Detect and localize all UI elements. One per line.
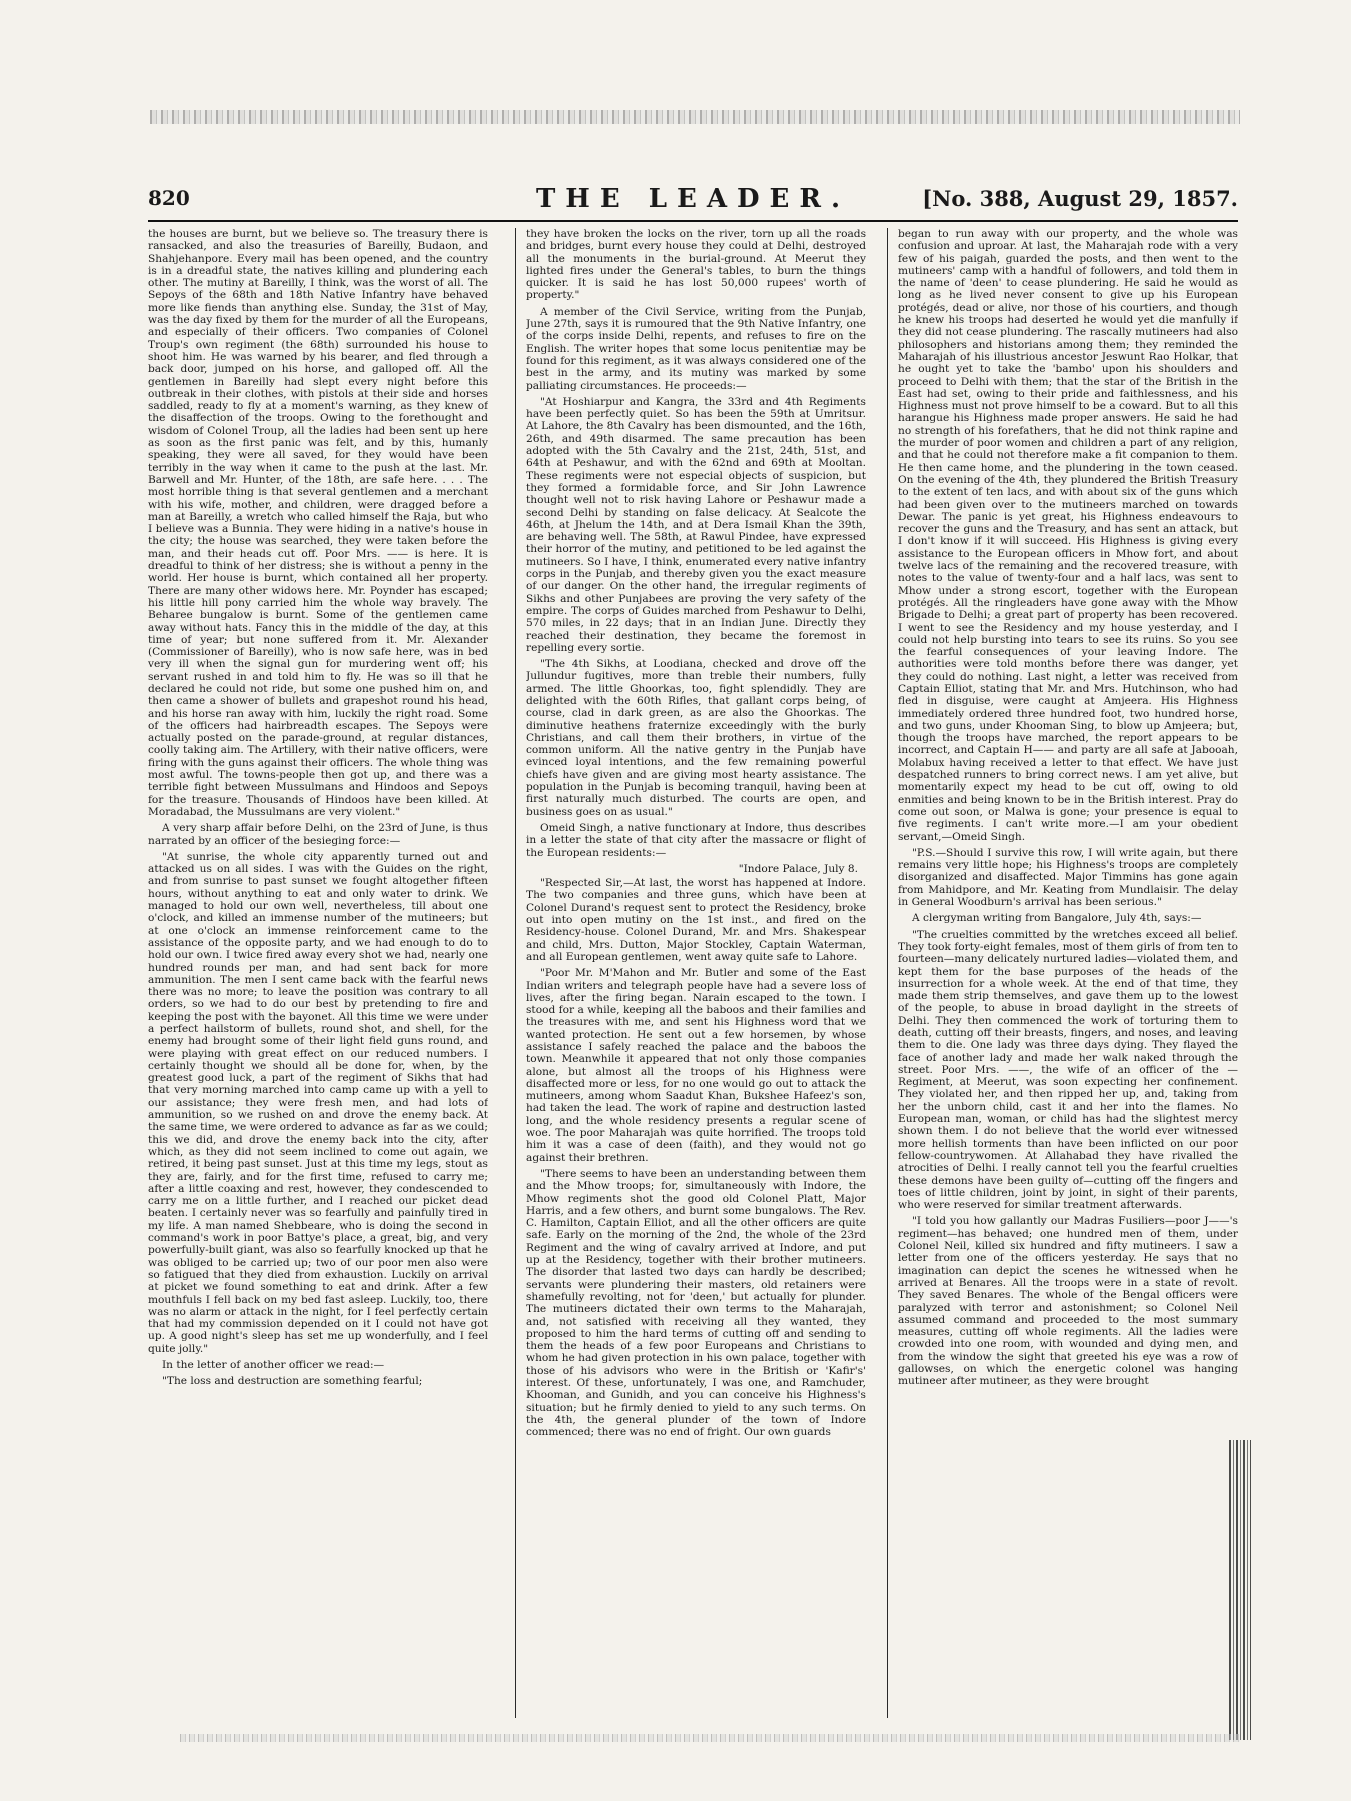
article-paragraph: In the letter of another officer we read:— xyxy=(162,1359,385,1372)
article-paragraph: the houses are burnt, but we believe so. The treasury there is ransacked, and also the treasuries of Bareilly, Budaon, and Shahjehanpore. Every mail has been opened, and the country is in a dreadful state, the natives killing and plundering each other. The mutiny at Bareilly, I think, was the worst of all. The Sepoys of the 68th and 18th Native Infantry have behaved more like fiends than anything else. Sunday, the 31st of May, was the day fixed by them for the murder of all the Europeans, and especially of their officers. Two companies of Colonel Troup's own regiment (the 68th) surrounded his house to shoot him. He was warned by his bearer, and fled through a back door, jumped on his horse, and galloped off. All the gentlemen in Bareilly had slept every night before this outbreak in their clothes, with pistols at their side and horses saddled, ready to fly at a moment's warning, as they knew of the disaffection of the troops. Owing to the forethought and wisdom of Colonel Troup, all the ladies had been sent up here as soon as the first panic was felt, and by this, humanly speaking, they were all saved, for they would have been terribly in the way when it came to the push at the last. Mr. Barwell and Mr. Hunter, of the 18th, are safe here. . . . The most horrible thing is that several gentlemen and a merchant with his wife, mother, and children, were dragged before a man at Bareilly, a wretch who called himself the Raja, but who I believe was a Bunnia. They were hiding in a native's house in the city; the house was searched, they were taken before the man, and their heads cut off. Poor Mrs. —— is here. It is dreadful to think of her distress; she is without a penny in the world. Her house is burnt, which contained all her property. There are many other widows here. Mr. Poynder has escaped; his little hill pony carried him the whole way bravely. The Beharee bungalow is burnt. Some of the gentlemen came away without hats. Fancy this in the middle of the day, at this time of year; but none suffered from it. Mr. Alexander (Commissioner of Bareilly), who is now safe here, was in bed very ill when the signal gun for murdering went off; his servant rushed in and told him to fly. He was so ill that he declared he could not ride, but some one pushed him on, and then came a shower of bullets and grapeshot round his head, and his horse ran away with him, luckily the right road. Some of the officers had hairbreadth escapes. The Sepoys were actually posted on the parade-ground, at regular distances, coolly taking aim. The Artillery, with their native officers, were firing with the guns against their officers. The whole thing was most awful. The towns-people then got up, and there was a terrible fight between Mussulmans and Hindoos and Sepoys for the treasure. Thousands of Hindoos have been killed. At Moradabad, the Mussulmans are very violent." xyxy=(148,228,488,818)
article-paragraph: "P.S.—Should I survive this row, I will write again, but there remains very little hope; his Highness's troops are completely disorganized and disaffected. Major Timmins has gone again from Mahidpore, and Mr. Keating from Mundlaisir. The delay in General Woodburn's arrival has been serious." xyxy=(898,846,1238,909)
article-paragraph: A very sharp affair before Delhi, on the 23rd of June, is thus narrated by an officer of the besieging force:— xyxy=(148,822,488,847)
article-paragraph: Omeid Singh, a native functionary at Indore, thus describes in a letter the state of that city after the massacre or flight of the European residents:— xyxy=(526,821,866,859)
article-paragraph: "Poor Mr. M'Mahon and Mr. Butler and some of the East Indian writers and telegraph people have had a severe loss of lives, after the firing began. Narain escaped to the town. I stood for a while, keeping all the baboos and their families and the treasures with me, and sent his Highness word that we wanted protection. He sent out a few horsemen, by whose assistance I safely reached the palace and the baboos the town. Meanwhile it appeared that not only those companies alone, but almost all the troops of his Highness were disaffected more or less, for no one would go out to attack the mutineers, among whom Saadut Khan, Bukshee Hafeez's son, had taken the lead. The work of rapine and destruction lasted long, and the whole residency presents a regular scene of woe. The poor Maharajah was quite horrified. The troops told him it was a case of deen (faith), and they would not go against their brethren. xyxy=(526,967,866,1164)
scan-artifact-bottom xyxy=(180,1734,1240,1742)
article-paragraph: "There seems to have been an understanding between them and the Mhow troops; for, simultaneously with Indore, the Mhow regiments shot the good old Colonel Platt, Major Harris, and a few others, and burnt some bungalows. The Rev. C. Hamilton, Captain Elliot, and all the other officers are quite safe. Early on the morning of the 2nd, the whole of the 23rd Regiment and the wing of cavalry arrived at Indore, and put up at the Residency, together with their brother mutineers. The disorder that lasted two days can hardly be described; servants were plundering their masters, old retainers were shamefully revolting, not for 'deen,' but actually for plunder. The mutineers dictated their own terms to the Maharajah, and, not satisfied with receiving all they wanted, they proposed to him the hard terms of cutting off and sending to them the heads of a few poor Europeans and Christians to whom he had given protection in his own palace, together with those of his advisors who were in the British or 'Kafir's' interest. Of these, unfortunately, I was one, and Ramchuder, Khooman, and Gunidh, and you can conceive his Highness's situation; but he firmly denied to yield to any such terms. On the 4th, the general plunder of the town of Indore commenced; there was no end of fright. Our own guards xyxy=(526,1167,866,1439)
scan-artifact-top xyxy=(150,110,1240,124)
issue-number-date: [No. 388, August 29, 1857. xyxy=(922,186,1238,211)
article-column-3 xyxy=(898,228,1238,1728)
article-paragraph: "The cruelties committed by the wretches exceed all belief. They took forty-eight females, most of them girls of from ten to fourteen—many delicately nurtured ladies—violated them, and kept them for the base purposes of the heads of the insurrection for a whole week. At the end of that time, they made them strip themselves, and gave them up to the lowest of the people, to abuse in broad daylight in the streets of Delhi. They then commenced the work of torturing them to death, cutting off their breasts, fingers, and noses, and leaving them to die. One lady was three days dying. They flayed the face of another lady and made her walk naked through the street. Poor Mrs. ——, the wife of an officer of the — Regiment, at Meerut, was soon expecting her confinement. They violated her, and then ripped her up, and, taking from her the unborn child, cast it and her into the flames. No European man, woman, or child has had the slightest mercy shown them. I do not believe that the world ever witnessed more hellish torments than have been inflicted on our poor fellow-countrywomen. At Allahabad they have rivalled the atrocities of Delhi. I really cannot tell you the fearful cruelties these demons have been guilty of—cutting off the fingers and toes of little children, joint by joint, in sight of their parents, who were reserved for similar treatment afterwards. xyxy=(898,928,1238,1212)
scan-artifact-binding xyxy=(1229,1440,1251,1740)
article-column-1 xyxy=(148,228,488,1728)
article-paragraph: "Respected Sir,—At last, the worst has happened at Indore. The two companies and three guns, which have been at Colonel Durand's request sent to protect the Residency, broke out into open mutiny on the 1st inst., and fired on the Residency-house. Colonel Durand, Mr. and Mrs. Shakespear and child, Mrs. Dutton, Major Stockley, Captain Waterman, and all European gentlemen, went away quite safe to Lahore. xyxy=(526,877,866,963)
column-rule xyxy=(515,228,516,1718)
article-paragraph: "The 4th Sikhs, at Loodiana, checked and drove off the Jullundur fugitives, more than treble their numbers, fully armed. The little Ghoorkas, too, fight splendidly. They are delighted with the 60th Rifles, that gallant corps being, of course, clad in dark green, as are also the Ghoorkas. The diminutive heathens fraternize exceedingly with the burly Christians, and call them their brothers, in virtue of the common uniform. All the native gentry in the Punjab have evinced loyal intentions, and the few remaining powerful chiefs have given and are giving most hearty assistance. The population in the Punjab is becoming tranquil, having been at first naturally much disturbed. The courts are open, and business goes on as usual." xyxy=(526,658,866,818)
article-paragraph: "At sunrise, the whole city apparently turned out and attacked us on all sides. I was with the Guides on the right, and from sunrise to past sunset we fought altogether fifteen hours, without anything to eat and only water to drink. We managed to hold our own well, nevertheless, till about one o'clock, and killed an immense number of the mutineers; but at one o'clock an immense reinforcement came to the assistance of the opposite party, and we had enough to do to hold our own. I twice fired away every shot we had, nearly one hundred rounds per man, and had sent back for more ammunition. The men I sent came back with the fearful news there was no more; to leave the position was contrary to all orders, so we had to do our best by pretending to fire and keeping the post with the bayonet. All this time we were under a perfect hailstorm of bullets, round shot, and shell, for the enemy had brought some of their light field guns round, and were playing with great effect on our reduced numbers. I certainly thought we should all be done for, when, by the greatest good luck, a part of the regiment of Sikhs that had that very morning marched into camp came up with a yell to our assistance; they were fresh men, and had lots of ammunition, so we rushed on and drove the enemy back. At the same time, we were ordered to advance as far as we could; this we did, and drove the enemy back into the city, after which, as they did not seem inclined to come out again, we retired, it being past sunset. Just at this time my legs, stout as they are, fairly, and for the first time, refused to carry me; after a little coaxing and rest, however, they condescended to carry me on a little further, and I reached our picket dead beaten. I certainly never was so fearfully and painfully tired in my life. A man named Shebbeare, who is doing the second in command's work in poor Battye's place, a great, big, and very powerfully-built giant, was also so fearfully knocked up that he was obliged to be carried up; two of our poor men also were so fatigued that they died from exhaustion. Luckily on arrival at picket we found something to eat and drink. After a few mouthfuls I fell back on my bed fast asleep. Luckily, too, there was no alarm or attack in the night, for I feel perfectly certain that had my commission depended on it I could not have got up. A good night's sleep has set me up wonderfully, and I feel quite jolly." xyxy=(148,850,488,1355)
article-paragraph: "The loss and destruction are something fearful; xyxy=(162,1375,423,1388)
article-paragraph: they have broken the locks on the river, torn up all the roads and bridges, burnt every house they could at Delhi, destroyed all the monuments in the burial-ground. At Meerut they lighted fires under the General's tables, to burn the things quicker. It is said he has lost 50,000 rupees' worth of property." xyxy=(526,228,866,302)
newspaper-title: THE LEADER. xyxy=(535,184,851,214)
article-paragraph: "I told you how gallantly our Madras Fusiliers—poor J——'s regiment—has behaved; one hundred men of them, under Colonel Neil, killed six hundred and fifty mutineers. I saw a letter from one of the officers yesterday. He says that no imagination can depict the scenes he witnessed when he arrived at Benares. All the troops were in a state of revolt. They saved Benares. The whole of the Bengal officers were paralyzed with terror and astonishment; so Colonel Neil assumed command and proceeded to the most summary measures, cutting off whole regiments. All the ladies were crowded into one room, with wounded and dying men, and from the window the sight that greeted his eye was a row of gallowses, on which the energetic colonel was hanging mutineer after mutineer, as they were brought xyxy=(898,1215,1238,1388)
masthead xyxy=(148,186,1238,222)
article-paragraph: began to run away with our property, and the whole was confusion and uproar. At last, the Maharajah rode with a very few of his paigah, guarded the posts, and then went to the mutineers' camp with a handful of followers, and told them in the name of 'deen' to cease plundering. He said he would as long as he lived never consent to give up his European protégés, dead or alive, nor those of his courtiers, and though he knew his troops had deserted he would yet die manfully if they did not cease plundering. The rascally mutineers had also philosophers and historians among them; they reminded the Maharajah of his illustrious ancestor Jeswunt Rao Holkar, that he ought yet to take the 'bambo' upon his shoulders and proceed to Delhi with them; that the star of the British in the East had set, owing to their pride and faithlessness, and his Highness must not prove himself to be a coward. But to all this harangue his Highness made proper answers. He said he had no strength of his forefathers, that he did not think rapine and the murder of poor women and children a part of any religion, and that he could not therefore make a fit companion to them. He then came home, and the plundering in the town ceased. On the evening of the 4th, they plundered the British Treasury to the extent of ten lacs, and with about six of the guns which had been given over to the mutineers marched on towards Dewar. The panic is yet great, his Highness endeavours to recover the guns and the Treasury, and has sent an attack, but I don't know if it will succeed. His Highness is giving every assistance to the European officers in Mhow fort, and about twelve lacs of the remaining and the recovered treasure, with notes to the value of twenty-four and a half lacs, was sent to Mhow under a strong escort, together with the European protégés. All the ringleaders have gone away with the Mhow Brigade to Delhi; a great part of property has been recovered. I went to see the Residency and my house yesterday, and I could not help bursting into tears to see its ruins. So you see the fearful consequences of your leaving Indore. The authorities were told months before there was danger, yet they could do nothing. Last night, a letter was received from Captain Elliot, stating that Mr. and Mrs. Hutchinson, who had fled in disguise, were caught at Amjeera. His Highness immediately ordered three hundred foot, two hundred horse, and two guns, under Khooman Sing, to blow up Amjeera; but, though the troops have marched, the report appears to be incorrect, and Captain H—— and party are all safe at Jabooah, Molabux having received a letter to that effect. We have just despatched runners to bring correct news. I am yet alive, but momentarily expect my head to be cut off, owing to old enmities and being known to be in the British interest. Pray do come out soon, or Malwa is gone; your presence is equal to five regiments. I can't write more.—I am your obedient servant,—Omeid Singh. xyxy=(898,228,1238,843)
column-rule xyxy=(887,228,888,1718)
article-paragraph: A member of the Civil Service, writing from the Punjab, June 27th, says it is rumoured that the 9th Native Infantry, one of the corps inside Delhi, repents, and refuses to fire on the English. The writer hopes that some locus penitentiæ may be found for this regiment, as it was always considered one of the best in the army, and its mutiny was marked by some palliating circumstances. He proceeds:— xyxy=(526,305,866,392)
article-paragraph: A clergyman writing from Bangalore, July 4th, says:— xyxy=(912,912,1202,925)
letter-dateline: "Indore Palace, July 8. xyxy=(738,862,858,875)
article-paragraph: "At Hoshiarpur and Kangra, the 33rd and 4th Regiments have been perfectly quiet. So has been the 59th at Umritsur. At Lahore, the 8th Cavalry has been dismounted, and the 16th, 26th, and 49th disarmed. The same precaution has been adopted with the 5th Cavalry and the 21st, 24th, 51st, and 64th at Peshawur, and with the 62nd and 69th at Mooltan. These regiments were not especial objects of suspicion, but they formed a formidable force, and Sir John Lawrence thought well not to risk having Lahore or Peshawur made a second Delhi by standing on false delicacy. At Sealcote the 46th, at Jhelum the 14th, and at Dera Ismail Khan the 39th, are behaving well. The 58th, at Rawul Pindee, have expressed their horror of the mutiny, and petitioned to be led against the mutineers. So I have, I think, enumerated every native infantry corps in the Punjab, and thereby given you the exact measure of our danger. On the other hand, the irregular regiments of Sikhs and other Punjabees are proving the very safety of the empire. The corps of Guides marched from Peshawur to Delhi, 570 miles, in 22 days; that in an Indian June. Directly they reached their destination, they became the foremost in repelling every sortie. xyxy=(526,395,866,654)
page-number: 820 xyxy=(148,186,190,210)
article-column-2 xyxy=(526,228,866,1728)
